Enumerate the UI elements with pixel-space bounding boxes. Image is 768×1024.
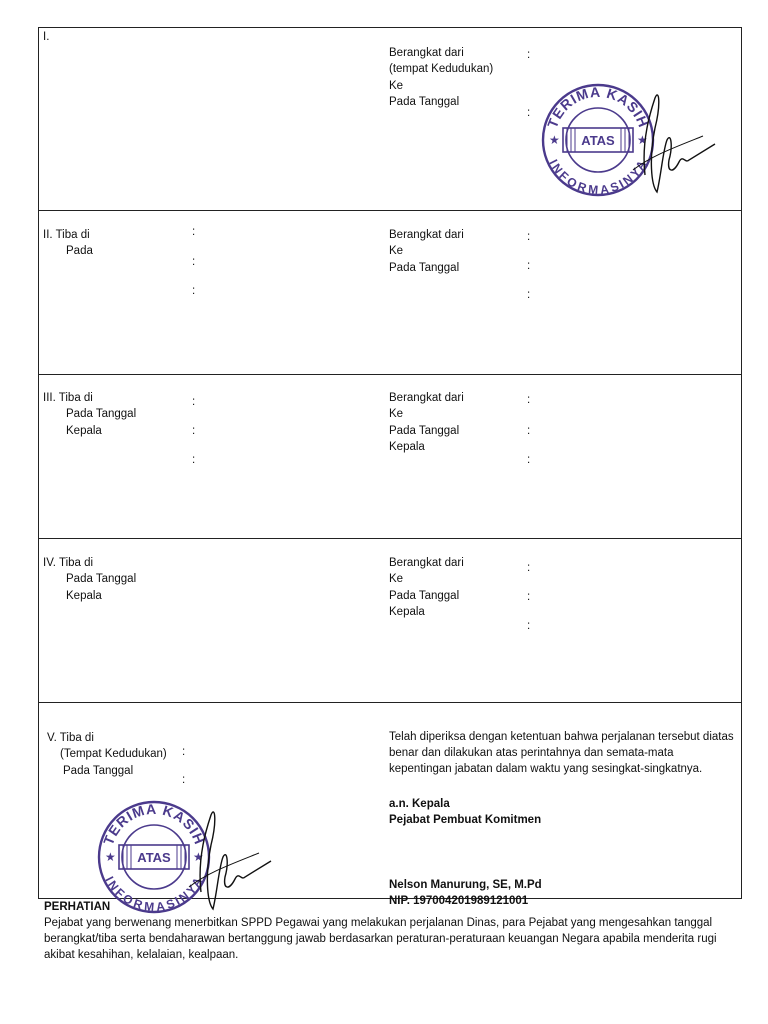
svg-text:TERIMA KASIH	[544, 84, 652, 130]
svg-text:TERIMA KASIH	[100, 801, 208, 847]
s3-colon: :	[192, 396, 196, 408]
star-icon: ★	[105, 850, 116, 864]
star-icon: ★	[637, 133, 648, 147]
s1-colon: :	[527, 107, 531, 119]
stamp-signature-1	[533, 80, 723, 200]
s4-head-label: Kepala	[66, 590, 102, 602]
s3-head-label: Kepala	[66, 425, 102, 437]
s4-arrive-label: IV. Tiba di	[43, 557, 94, 569]
s3-head-label-right: Kepala	[389, 441, 425, 453]
official-name: Nelson Manurung, SE, M.Pd	[389, 879, 542, 891]
s5-home-base-label: (Tempat Kedudukan)	[60, 748, 167, 760]
stamp-bottom-text: INFORMASINYA	[102, 874, 206, 915]
s3-colon: :	[192, 425, 196, 437]
s4-to-label: Ke	[389, 573, 404, 585]
s1-depart-from-label: Berangkat dari	[389, 47, 464, 59]
stamp-top-text: TERIMA KASIH	[544, 83, 652, 131]
s4-colon: :	[527, 620, 531, 632]
stamp-center-text: ATAS	[137, 850, 171, 865]
stamp-bottom-text: INFORMASINYA	[546, 157, 650, 198]
section-4	[39, 539, 741, 703]
s3-date-label-right: Pada Tanggal	[389, 425, 460, 437]
s2-colon: :	[192, 256, 196, 268]
s2-depart-from-label: Berangkat dari	[389, 229, 464, 241]
s5-date-label: Pada Tanggal	[63, 765, 134, 777]
s5-colon: :	[182, 774, 186, 786]
s3-colon: :	[527, 394, 531, 406]
s4-head-label-right: Kepala	[389, 606, 425, 618]
verification-statement: Telah diperiksa dengan ketentuan bahwa perjalanan tersebut diatas benar dan dilakukan atas perintahnya dan semata-mata kepentingan jabatan dalam waktu yang sesingkat-singkatnya.	[389, 731, 734, 775]
svg-text:INFORMASINYA	[546, 157, 649, 197]
s4-date-label-right: Pada Tanggal	[389, 590, 460, 602]
s5-colon: :	[182, 746, 186, 758]
s3-colon: :	[527, 454, 531, 466]
on-behalf-label: a.n. Kepala	[389, 798, 450, 810]
s3-to-label: Ke	[389, 408, 404, 420]
star-icon: ★	[193, 850, 204, 864]
star-icon: ★	[549, 133, 560, 147]
s2-colon: :	[527, 289, 531, 301]
stamp-center-text: ATAS	[581, 133, 615, 148]
s4-colon: :	[527, 591, 531, 603]
attention-title: PERHATIAN	[44, 901, 111, 913]
signature	[644, 95, 715, 192]
section-1	[39, 28, 741, 211]
signature	[200, 812, 271, 909]
s2-date-label: Pada Tanggal	[389, 262, 460, 274]
s2-on-label: Pada	[66, 245, 93, 257]
s3-date-label: Pada Tanggal	[66, 408, 137, 420]
s3-depart-from-label: Berangkat dari	[389, 392, 464, 404]
stamp-top-text: TERIMA KASIH	[100, 800, 208, 848]
s2-colon: :	[192, 285, 196, 297]
official-nip: NIP. 197004201989121001	[389, 895, 529, 907]
s4-colon: :	[527, 562, 531, 574]
s3-colon: :	[192, 454, 196, 466]
stamp-signature-2	[89, 797, 279, 917]
s1-home-base-label: (tempat Kedudukan)	[389, 63, 494, 75]
s5-arrive-label: V. Tiba di	[47, 732, 94, 744]
s2-arrive-label: II. Tiba di	[43, 229, 90, 241]
s2-colon: :	[527, 231, 531, 243]
section-2	[39, 211, 741, 375]
s2-colon: :	[192, 226, 196, 238]
s3-arrive-label: III. Tiba di	[43, 392, 93, 404]
s4-depart-from-label: Berangkat dari	[389, 557, 464, 569]
attention-body: Pejabat yang berwenang menerbitkan SPPD Pegawai yang melakukan perjalanan Dinas, para Pejabat yang mengesahkan tanggal berangkat/tiba serta bendaharawan bertanggung jawab berdasarkan peraturan-peraturaan keuangan Negara apabila menderita rugi akibat kesahihan, kelalaian, kealpaan.	[44, 917, 717, 961]
s1-date-label: Pada Tanggal	[389, 96, 460, 108]
s2-to-label: Ke	[389, 245, 404, 257]
section-3	[39, 375, 741, 539]
s1-to-label: Ke	[389, 80, 404, 92]
section-1-number: I.	[43, 31, 50, 43]
s2-colon: :	[527, 260, 531, 272]
s1-colon: :	[527, 49, 531, 61]
attention-notes	[44, 900, 734, 963]
official-position: Pejabat Pembuat Komitmen	[389, 814, 542, 826]
s3-colon: :	[527, 425, 531, 437]
s4-date-label: Pada Tanggal	[66, 573, 137, 585]
